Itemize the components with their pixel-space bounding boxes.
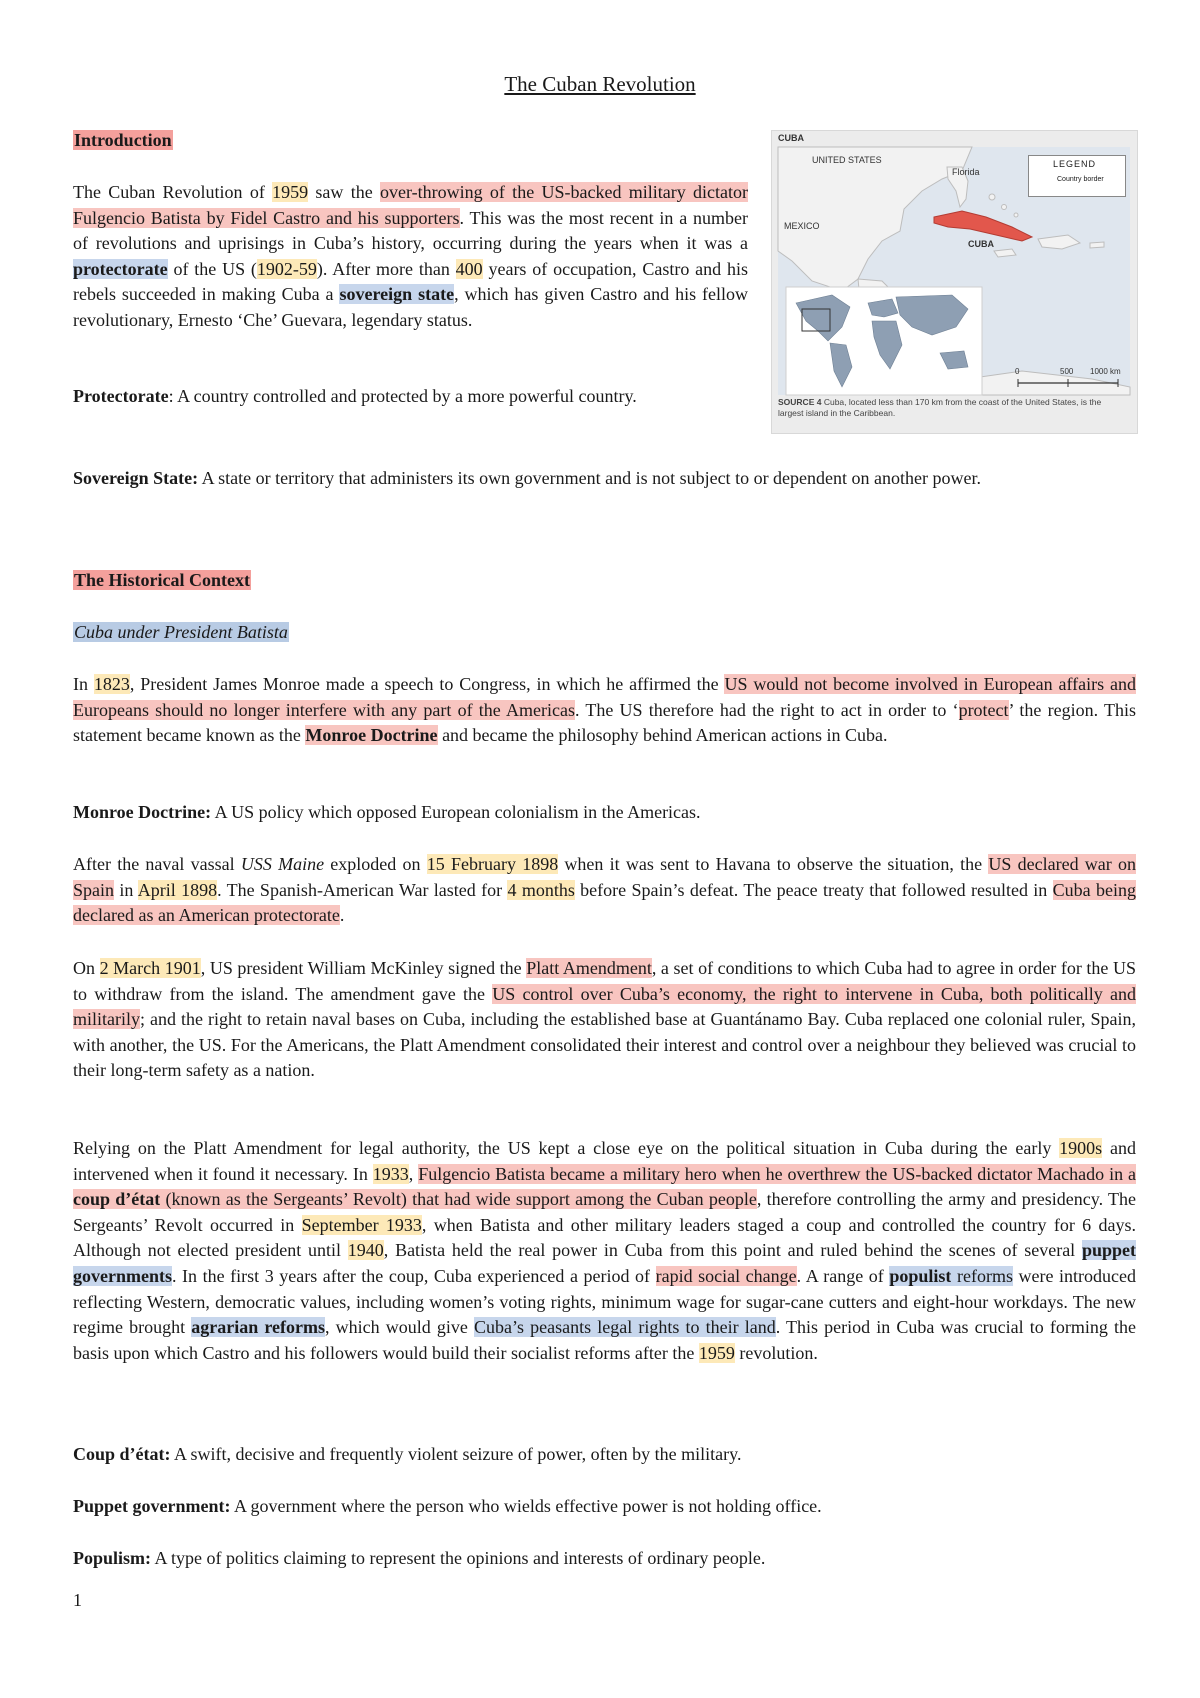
map-caption: SOURCE 4 Cuba, located less than 170 km from the coast of the United States, is the largest island in the Caribbean. — [778, 397, 1102, 418]
intro-paragraph: The Cuban Revolution of 1959 saw the over-throwing of the US-backed military dictator Fulgencio Batista by Fidel Castro and his supporters. This was the most recent in a number of revolutions and uprisings in Cuba’s history, occurring during the years when it was a protectorate of the US (1902-59). After more than 400 years of occupation, Castro and his rebels succeeded in making Cuba a sovereign state, which has given Castro and his fellow revolutionary, Ernesto ‘Che’ Guevara, legendary status. — [73, 182, 749, 330]
map-label-cuba: CUBA — [968, 239, 994, 249]
map-label-florida: Florida — [952, 167, 980, 177]
definition-protectorate: Protectorate: A country controlled and protected by a more powerful country. — [73, 386, 637, 406]
map-label-us: UNITED STATES — [812, 155, 882, 165]
context-heading-line — [73, 568, 1136, 594]
map-legend — [1028, 155, 1126, 197]
map-label-mexico: MEXICO — [784, 221, 820, 231]
intro-heading-line — [73, 128, 748, 154]
definition-puppet-government: Puppet government: A government where the person who wields effective power is not holding office. — [73, 1496, 822, 1516]
document-title: The Cuban Revolution — [504, 72, 696, 96]
legend-title: LEGEND — [1053, 159, 1097, 169]
context-paragraph-3: On 2 March 1901, US president William McKinley signed the Platt Amendment, a set of conditions to which Cuba had to agree in order for the US to withdraw from the island. The amendment gave the US control over Cuba’s economy, the right to intervene in Cuba, both politically and militarily; and the right to retain naval bases on Cuba, including the established base at Guantánamo Bay. Cuba replaced one colonial ruler, Spain, with another, the US. For the Americans, the Platt Amendment consolidated their interest and control over a neighbour they believed was crucial to their long-term safety as a nation. — [73, 958, 1136, 1081]
context-heading: The Historical Context — [74, 570, 250, 590]
scale-label-0: 0 — [1015, 367, 1020, 376]
context-paragraph-1: In 1823, President James Monroe made a speech to Congress, in which he affirmed the US would not become involved in European affairs and Europeans should no longer interfere with any part of the Americas. The US therefore had the right to act in order to ‘protect’ the region. This statement became known as the Monroe Doctrine and became the philosophy behind American actions in Cuba. — [73, 674, 1136, 746]
scale-label-1000: 1000 km — [1090, 367, 1121, 376]
intro-heading: Introduction — [74, 130, 172, 150]
definition-populism: Populism: A type of politics claiming to represent the opinions and interests of ordinary people. — [73, 1548, 766, 1568]
scale-label-500: 500 — [1060, 367, 1074, 376]
definition-coup-detat: Coup d’état: A swift, decisive and frequently violent seizure of power, often by the military. — [73, 1444, 742, 1464]
legend-item: Country border — [1057, 176, 1104, 183]
context-paragraph-2: After the naval vassal USS Maine exploded on 15 February 1898 when it was sent to Havana to observe the situation, the US declared war on Spain in April 1898. The Spanish-American War lasted for 4 months before Spain’s defeat. The peace treaty that followed resulted in Cuba being declared as an American protectorate. — [73, 854, 1137, 926]
page-number: 1 — [73, 1590, 82, 1610]
definition-monroe-doctrine: Monroe Doctrine: A US policy which opposed European colonialism in the Americas. — [73, 802, 701, 822]
map-title-label: CUBA — [778, 133, 804, 143]
context-subheading: Cuba under President Batista — [74, 622, 288, 642]
definition-sovereign-state: Sovereign State: A state or territory that administers its own government and is not subject to or dependent on another power. — [73, 468, 981, 488]
context-subheading-line — [73, 620, 1136, 646]
context-paragraph-4: Relying on the Platt Amendment for legal authority, the US kept a close eye on the political situation in Cuba during the early 1900s and intervened when it found it necessary. In 1933, Fulgencio Batista became a military hero when he overthrew the US-backed dictator Machado in a coup d’état (known as the Sergeants’ Revolt) that had wide support among the Cuban people, therefore controlling the army and presidency. The Sergeants’ Revolt occurred in September 1933, when Batista and other military leaders staged a coup and controlled the country for 6 days. Although not elected president until 1940, Batista held the real power in Cuba from this point and ruled behind the scenes of several puppet governments. In the first 3 years after the coup, Cuba experienced a period of rapid social change. A range of populist reforms were introduced reflecting Western, democratic values, including women’s voting rights, minimum wage for sugar-cane cutters and eight-hour workdays. The new regime brought agrarian reforms, which would give Cuba’s peasants legal rights to their land. This period in Cuba was crucial to forming the basis upon which Castro and his followers would build their socialist reforms after the 1959 revolution. — [73, 1138, 1137, 1363]
cuba-map-figure — [771, 130, 1138, 434]
